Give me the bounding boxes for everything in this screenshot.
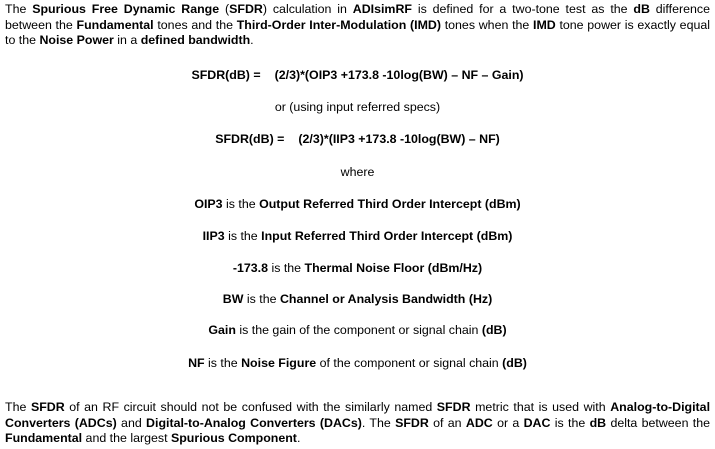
- definition-iip3: IIP3 is the Input Referred Third Order Intercept (dBm): [202, 229, 513, 243]
- definition-nf: NF is the Noise Figure of the component or signal chain (dB): [188, 356, 527, 370]
- definition-bw: BW is the Channel or Analysis Bandwidth (Hz): [222, 292, 493, 306]
- outro-paragraph: The SFDR of an RF circuit should not be confused with the similarly named SFDR metric that is used with Analog-to-Digital Converters (ADCs) and Digital-to-Analog Converters (DACs). The SFDR of an ADC or a DAC is the dB delta between the Fundamental and the largest Spurious Component.: [5, 400, 711, 445]
- formula-rhs: (2/3)*(IIP3 +173.8 -10log(BW) – NF): [298, 132, 500, 146]
- definition-noise-floor: -173.8 is the Thermal Noise Floor (dBm/Hz): [232, 261, 483, 275]
- sfdr-formula-input: [0, 131, 715, 147]
- formula-lhs: SFDR(dB) =: [215, 132, 285, 146]
- formula-rhs: (2/3)*(OIP3 +173.8 -10log(BW) – NF – Gain): [274, 68, 524, 82]
- or-text: or (using input referred specs): [274, 100, 441, 114]
- definition-gain: Gain is the gain of the component or signal chain (dB): [208, 323, 507, 337]
- where-text: where: [340, 165, 375, 179]
- formula-lhs: SFDR(dB) =: [191, 68, 261, 82]
- intro-paragraph: The Spurious Free Dynamic Range (SFDR) calculation in ADIsimRF is defined for a two-tone test as the dB difference between the Fundamental tones and the Third-Order Inter-Modulation (IMD) tones when the IMD tone power is exactly equal to the Noise Power in a defined bandwidth.: [5, 2, 711, 47]
- definition-oip3: OIP3 is the Output Referred Third Order Intercept (dBm): [194, 197, 521, 211]
- sfdr-formula-output: [0, 67, 715, 83]
